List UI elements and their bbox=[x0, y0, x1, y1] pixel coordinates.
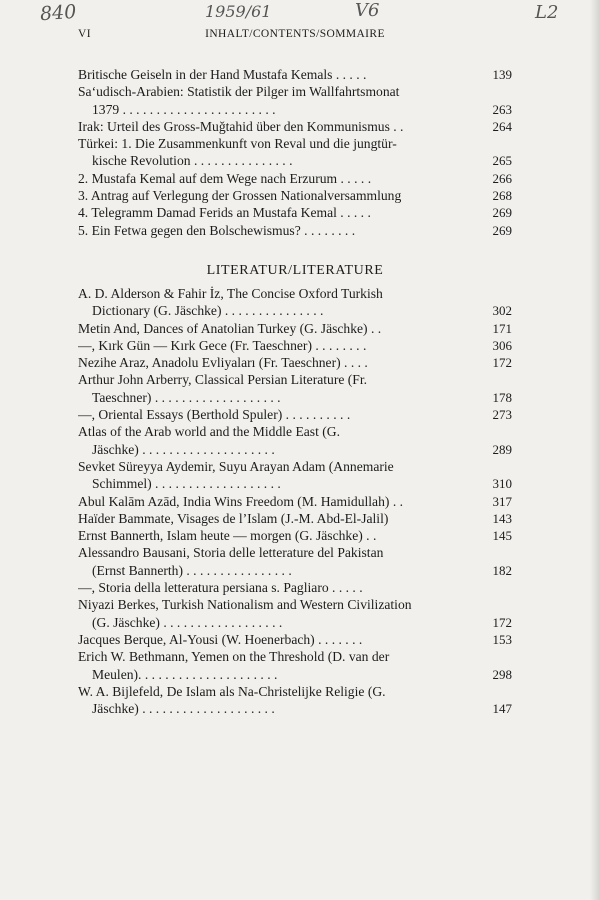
entry-page-number: 269 bbox=[492, 222, 512, 238]
entry-page-number: 147 bbox=[492, 701, 512, 717]
literature-entry bbox=[78, 527, 512, 544]
entry-line: (G. Jäschke) . . . . . . . . . . . . . . . . . . bbox=[92, 614, 283, 630]
literature-entry bbox=[78, 337, 512, 354]
entry-line: Erich W. Bethmann, Yemen on the Threshold (D. van der bbox=[78, 649, 390, 665]
entry-line: Meulen). . . . . . . . . . . . . . . . . . . . . bbox=[92, 666, 278, 682]
contents-entry bbox=[78, 83, 512, 118]
entry-line: Jäschke) . . . . . . . . . . . . . . . . . . . . bbox=[92, 701, 275, 717]
entry-line: Nezihe Araz, Anadolu Evliyaları (Fr. Taeschner) . . . . bbox=[78, 355, 368, 371]
entry-line: Atlas of the Arab world and the Middle East (G. bbox=[78, 424, 340, 440]
entry-page-number: 306 bbox=[492, 337, 512, 353]
entry-page-number: 178 bbox=[492, 389, 512, 405]
entry-line: Metin And, Dances of Anatolian Turkey (G. Jäschke) . . bbox=[78, 320, 382, 336]
page-edge-shadow bbox=[590, 0, 600, 900]
entry-line: Schimmel) . . . . . . . . . . . . . . . . . . . bbox=[92, 476, 281, 492]
entry-page-number: 265 bbox=[492, 153, 512, 169]
entry-page-number: 145 bbox=[492, 528, 512, 544]
entry-line: Arthur John Arberry, Classical Persian Literature (Fr. bbox=[78, 372, 368, 388]
contents-entry bbox=[78, 204, 512, 221]
entry-line: (Ernst Bannerth) . . . . . . . . . . . . . . . . bbox=[92, 562, 292, 578]
literature-entry bbox=[78, 423, 512, 458]
contents-entry bbox=[78, 170, 512, 187]
entry-line: Sa‘udisch-Arabien: Statistik der Pilger im Wallfahrtsmonat bbox=[78, 84, 400, 100]
entry-line: 2. Mustafa Kemal auf dem Wege nach Erzurum . . . . . bbox=[78, 170, 372, 186]
handwritten-note: 840 bbox=[39, 0, 77, 26]
running-header bbox=[78, 28, 512, 46]
literature-entry bbox=[78, 458, 512, 493]
entry-line: Ernst Bannerth, Islam heute — morgen (G. Jäschke) . . bbox=[78, 528, 377, 544]
handwritten-note: V6 bbox=[355, 0, 380, 21]
entry-line: —, Storia della letteratura persiana s. Pagliaro . . . . . bbox=[78, 580, 363, 596]
entry-page-number: 172 bbox=[492, 355, 512, 371]
entry-page-number: 268 bbox=[492, 188, 512, 204]
literature-entry bbox=[78, 493, 512, 510]
literature-entry bbox=[78, 579, 512, 596]
contents-entry bbox=[78, 66, 512, 83]
entry-page-number: 182 bbox=[492, 562, 512, 578]
entry-line: kische Revolution . . . . . . . . . . . . . . . bbox=[92, 153, 293, 169]
entry-line: Abul Kalām Azād, India Wins Freedom (M. Hamidullah) . . bbox=[78, 493, 404, 509]
literature-entry bbox=[78, 648, 512, 683]
entry-page-number: 263 bbox=[492, 101, 512, 117]
literature-entry bbox=[78, 683, 512, 718]
literature-heading: LITERATUR/LITERATURE bbox=[206, 262, 384, 278]
literature-list bbox=[78, 285, 512, 717]
page-number: VI bbox=[78, 28, 91, 40]
entry-line: 1379 . . . . . . . . . . . . . . . . . . . . . . . bbox=[92, 101, 276, 117]
entry-line: Dictionary (G. Jäschke) . . . . . . . . . . . . . . . bbox=[92, 303, 324, 319]
entry-line: Jäschke) . . . . . . . . . . . . . . . . . . . . bbox=[92, 441, 275, 457]
entry-page-number: 273 bbox=[492, 407, 512, 423]
contents-list bbox=[78, 66, 512, 239]
literature-entry bbox=[78, 371, 512, 406]
entry-line: —, Kırk Gün — Kırk Gece (Fr. Taeschner) . . . . . . . . bbox=[78, 337, 367, 353]
contents-entry bbox=[78, 222, 512, 239]
entry-page-number: 317 bbox=[492, 493, 512, 509]
entry-line: 5. Ein Fetwa gegen den Bolschewismus? . . . . . . . . bbox=[78, 222, 356, 238]
entry-page-number: 171 bbox=[492, 320, 512, 336]
toc-body bbox=[78, 66, 512, 717]
entry-line: Britische Geiseln in der Hand Mustafa Kemals . . . . . bbox=[78, 67, 367, 82]
entry-line: —, Oriental Essays (Berthold Spuler) . . . . . . . . . . bbox=[78, 407, 351, 423]
literature-entry bbox=[78, 596, 512, 631]
entry-page-number: 143 bbox=[492, 510, 512, 526]
entry-line: Alessandro Bausani, Storia delle letterature del Pakistan bbox=[78, 545, 384, 561]
entry-page-number: 264 bbox=[492, 118, 512, 134]
entry-line: 4. Telegramm Damad Ferids an Mustafa Kemal . . . . . bbox=[78, 205, 371, 221]
entry-page-number: 289 bbox=[492, 441, 512, 457]
entry-page-number: 172 bbox=[492, 614, 512, 630]
literature-entry bbox=[78, 544, 512, 579]
entry-line: Jacques Berque, Al-Yousi (W. Hoenerbach) . . . . . . . bbox=[78, 631, 363, 647]
entry-line: A. D. Alderson & Fahir İz, The Concise Oxford Turkish bbox=[78, 285, 383, 301]
contents-entry bbox=[78, 187, 512, 204]
entry-page-number: 139 bbox=[492, 67, 512, 82]
entry-page-number: 310 bbox=[492, 476, 512, 492]
entry-line: Sevket Süreyya Aydemir, Suyu Arayan Adam (Annemarie bbox=[78, 458, 394, 474]
literature-entry bbox=[78, 406, 512, 423]
entry-page-number: 153 bbox=[492, 631, 512, 647]
literature-entry bbox=[78, 631, 512, 648]
entry-line: Haïder Bammate, Visages de l’Islam (J.-M. Abd-El-Jalil) bbox=[78, 510, 389, 526]
entry-page-number: 269 bbox=[492, 205, 512, 221]
handwritten-note: L2 bbox=[535, 2, 559, 23]
entry-line: Türkei: 1. Die Zusammenkunft von Reval und die jungtür- bbox=[78, 136, 397, 152]
entry-page-number: 266 bbox=[492, 170, 512, 186]
literature-entry bbox=[78, 354, 512, 371]
contents-entry bbox=[78, 135, 512, 170]
entry-line: W. A. Bijlefeld, De Islam als Na-Christelijke Religie (G. bbox=[78, 683, 386, 699]
literature-entry bbox=[78, 510, 512, 527]
handwritten-note: 1959/61 bbox=[205, 2, 272, 21]
header-title: INHALT/CONTENTS/SOMMAIRE bbox=[205, 28, 385, 40]
entry-line: Irak: Urteil des Gross-Muǧtahid über den Kommunismus . . bbox=[78, 118, 404, 134]
entry-page-number: 302 bbox=[492, 303, 512, 319]
entry-page-number: 298 bbox=[492, 666, 512, 682]
literature-entry bbox=[78, 285, 512, 320]
entry-line: Niyazi Berkes, Turkish Nationalism and Western Civilization bbox=[78, 597, 412, 613]
literature-entry bbox=[78, 320, 512, 337]
entry-line: 3. Antrag auf Verlegung der Grossen Nationalversammlung bbox=[78, 188, 402, 204]
contents-entry bbox=[78, 118, 512, 135]
entry-line: Taeschner) . . . . . . . . . . . . . . . . . . . bbox=[92, 389, 281, 405]
